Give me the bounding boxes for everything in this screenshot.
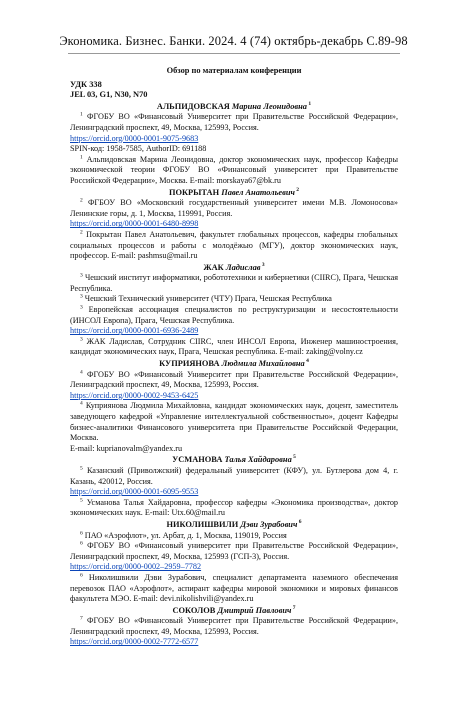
author-given-names: Дмитрий Павлович bbox=[217, 605, 292, 615]
orcid-line[interactable] bbox=[70, 562, 398, 573]
author-affiliation-mark: 3 bbox=[260, 261, 265, 268]
author-given-names: Людмила Михайловна bbox=[221, 359, 305, 369]
affiliation bbox=[70, 616, 398, 637]
author-name bbox=[70, 263, 398, 274]
author-name bbox=[70, 188, 398, 199]
author-block bbox=[70, 520, 398, 605]
affiliation bbox=[70, 531, 398, 542]
footnote-mark: 3 bbox=[80, 336, 83, 343]
footnote-mark: 6 bbox=[80, 540, 83, 547]
author-bio bbox=[70, 337, 398, 358]
author-bio bbox=[70, 498, 398, 519]
affiliation-text: Европейская ассоциация специалистов по реструктуризации и несостоятельности (ИНСОЛ Европа), Прага, Чешская Республика. bbox=[70, 305, 399, 325]
author-bio-text: Альпидовская Марина Леонидовна, доктор экономических наук, профессор Кафедры экономической теории ФГОБУ ВО «Финансовый университет при Правительстве Российской Федерации», Москва. E-mail: morskaya67@bk.ru bbox=[70, 154, 398, 185]
affiliation bbox=[70, 466, 398, 487]
author-affiliation-mark: 4 bbox=[304, 358, 309, 365]
affiliation bbox=[70, 370, 398, 391]
affiliation-text: ПАО «Аэрофлот», ул. Арбат, д. 1, Москва, 119019, Россия bbox=[84, 530, 287, 540]
author-affiliation-mark: 1 bbox=[306, 100, 312, 107]
footnote-mark: 2 bbox=[80, 229, 83, 236]
author-name bbox=[70, 520, 398, 531]
author-bio bbox=[70, 573, 398, 605]
author-block bbox=[70, 606, 398, 648]
affiliation bbox=[70, 273, 398, 294]
affiliation-text: ФГОБУ ВО «Финансовый Университет при Правительстве Российской Федерации», Ленинградский проспект, 49, Москва, 125993, Россия. bbox=[70, 616, 399, 636]
orcid-link[interactable]: https://orcid.org/0000-0001-9075-9683 bbox=[70, 133, 199, 143]
author-info bbox=[70, 444, 398, 455]
author-bio bbox=[70, 230, 398, 262]
author-given-names: Ладислав bbox=[225, 262, 261, 272]
affiliation-text: ФГОБУ ВО «Финансовый университет при Правительстве Российской Федерации», Ленинградский проспект, 49, Москва, 125993 (ГСП-3), Россия. bbox=[70, 541, 398, 561]
affiliation bbox=[70, 305, 398, 326]
affiliation bbox=[70, 112, 398, 133]
author-surname: КУПРИЯНОВА bbox=[159, 359, 222, 369]
orcid-link[interactable]: https://orcid.org/0000-0002-7772-6577 bbox=[70, 637, 199, 647]
orcid-line[interactable] bbox=[70, 219, 398, 230]
author-bio-text: Николишвили Дэви Зурабович, специалист департамента наземного обеспечения перевозок ПАО «Аэрофлот», аспирант кафедры мировой экономики и мировых финансов факультета МЭО. E-mail: devi.nikolishvili@yandex.ru bbox=[70, 572, 398, 604]
footnote-mark: 1 bbox=[80, 154, 83, 161]
affiliation bbox=[70, 294, 398, 305]
footnote-mark: 5 bbox=[80, 465, 83, 472]
author-name bbox=[70, 455, 398, 466]
affiliation-text: ФГОБУ ВО «Финансовый Университет при Правительстве Российской Федерации», Ленинградский проспект, 49, Москва, 125993, Россия. bbox=[70, 369, 399, 390]
author-given-names: Марина Леонидовна bbox=[231, 101, 307, 111]
author-name bbox=[70, 359, 398, 370]
header-divider bbox=[68, 53, 400, 54]
author-surname: ПОКРЫТАН bbox=[168, 187, 222, 197]
footnote-mark: 1 bbox=[80, 111, 83, 118]
affiliation-text: Чешский Технический университет (ЧТУ) Прага, Чешская Республика bbox=[84, 294, 332, 304]
orcid-line[interactable] bbox=[70, 487, 398, 498]
footnote-mark: 3 bbox=[80, 293, 83, 300]
orcid-line[interactable] bbox=[70, 326, 398, 337]
author-given-names: Дэви Зурабович bbox=[240, 519, 298, 529]
authors-list bbox=[70, 102, 398, 648]
author-surname: УСМАНОВА bbox=[172, 455, 225, 465]
author-bio bbox=[70, 155, 398, 187]
orcid-line[interactable] bbox=[70, 637, 398, 648]
orcid-link[interactable]: https://orcid.org/0000-0001-6095-9553 bbox=[70, 487, 199, 497]
info-text: E-mail: kuprianovalm@yandex.ru bbox=[70, 443, 183, 453]
orcid-line[interactable] bbox=[70, 134, 398, 145]
author-bio-text: ЖАК Ладислав, Сотрудник CIIRC, член ИНСОЛ Европа, Инженер машиностроения, кандидат экономических наук, Прага, Чешская республика. E-mail: zaking@volny.cz bbox=[70, 336, 398, 357]
journal-header: Экономика. Бизнес. Банки. 2024. 4 (74) октябрь-декабрь С.89-98 bbox=[59, 34, 408, 48]
author-name bbox=[70, 606, 398, 617]
affiliation-text: ФГОБУ ВО «Финансовый Университет при Правительстве Российской Федерации», Ленинградский проспект, 49, Москва, 125993, Россия. bbox=[70, 112, 399, 132]
footnote-mark: 4 bbox=[80, 368, 83, 375]
author-bio bbox=[70, 401, 398, 443]
author-surname: СОКОЛОВ bbox=[172, 605, 218, 615]
footnote-mark: 7 bbox=[80, 615, 83, 622]
author-affiliation-mark: 6 bbox=[297, 519, 302, 526]
author-name bbox=[70, 102, 398, 113]
author-surname: АЛЬПИДОВСКАЯ bbox=[156, 101, 232, 111]
jel-codes: JEL 03, G1, N30, N70 bbox=[70, 90, 148, 100]
author-surname: НИКОЛИШВИЛИ bbox=[166, 519, 241, 529]
orcid-link[interactable]: https://orcid.org/0000-0002-9453-6425 bbox=[70, 390, 199, 400]
author-block bbox=[70, 455, 398, 519]
orcid-line[interactable] bbox=[70, 391, 398, 402]
author-affiliation-mark: 5 bbox=[291, 454, 296, 461]
orcid-link[interactable]: https://orcid.org/0000-0001-6936-2489 bbox=[70, 326, 199, 336]
orcid-link[interactable]: https://orcid.org/0000-0001-6480-8998 bbox=[70, 219, 199, 229]
footnote-mark: 3 bbox=[80, 272, 83, 279]
footnote-mark: 4 bbox=[80, 400, 83, 407]
author-bio-text: Усманова Талья Хайдаровна, профессор кафедры «Экономика производства», доктор экономических наук. E-mail: Utx.60@mail.ru bbox=[70, 497, 399, 518]
footnote-mark: 3 bbox=[80, 304, 83, 311]
footnote-mark: 5 bbox=[80, 497, 83, 504]
author-info bbox=[70, 144, 398, 155]
author-affiliation-mark: 2 bbox=[294, 186, 300, 193]
affiliation bbox=[70, 541, 398, 562]
affiliation bbox=[70, 198, 398, 219]
affiliation-text: ФГБОУ ВО «Московский государственный университет имени М.В. Ломоносова» Ленинские горы, д. 1, Москва, 119991, Россия. bbox=[70, 198, 398, 218]
info-text: SPIN-код: 1958-7585, AuthorID: 691188 bbox=[70, 144, 207, 154]
section-title: Обзор по материалам конференции bbox=[166, 66, 302, 75]
author-block bbox=[70, 102, 398, 187]
author-block bbox=[70, 263, 398, 358]
footnote-mark: 6 bbox=[80, 529, 83, 536]
affiliation-text: Чешский институт информатики, робототехники и кибернетики (CIIRC), Прага, Чешская Республика. bbox=[70, 273, 398, 293]
author-bio-text: Куприянова Людмила Михайловна, кандидат экономических наук, доцент, заместитель заведующего кафедрой «Управление интеллектуальной собственностью», доцент Кафедры бизнес-аналитики Финансового университета при Правительстве Российской Федерации, Москва. bbox=[70, 401, 399, 443]
affiliation-text: Казанский (Приволжский) федеральный университет (КФУ), ул. Бутлерова дом 4, г. Казань, 420012, Россия. bbox=[70, 465, 398, 486]
footnote-mark: 2 bbox=[80, 197, 83, 204]
udk-code: УДК 338 bbox=[70, 79, 102, 89]
author-given-names: Талья Хайдаровна bbox=[224, 455, 292, 465]
author-bio-text: Покрытан Павел Анатольевич, факультет глобальных процессов, кафедры глобальных социальных процессов и работы с молодёжью (МГУ), доктор экономических наук, профессор. E-mail: pashmsu@mail.ru bbox=[70, 229, 399, 261]
orcid-link[interactable]: https://orcid.org/0000-0002–2959–7782 bbox=[70, 562, 202, 572]
footnote-mark: 6 bbox=[80, 572, 83, 579]
author-block bbox=[70, 188, 398, 262]
author-affiliation-mark: 7 bbox=[291, 604, 296, 611]
author-surname: ЖАК bbox=[203, 262, 226, 272]
author-given-names: Павел Анатольевич bbox=[221, 187, 295, 197]
author-block bbox=[70, 359, 398, 454]
article-front-matter bbox=[70, 66, 398, 648]
